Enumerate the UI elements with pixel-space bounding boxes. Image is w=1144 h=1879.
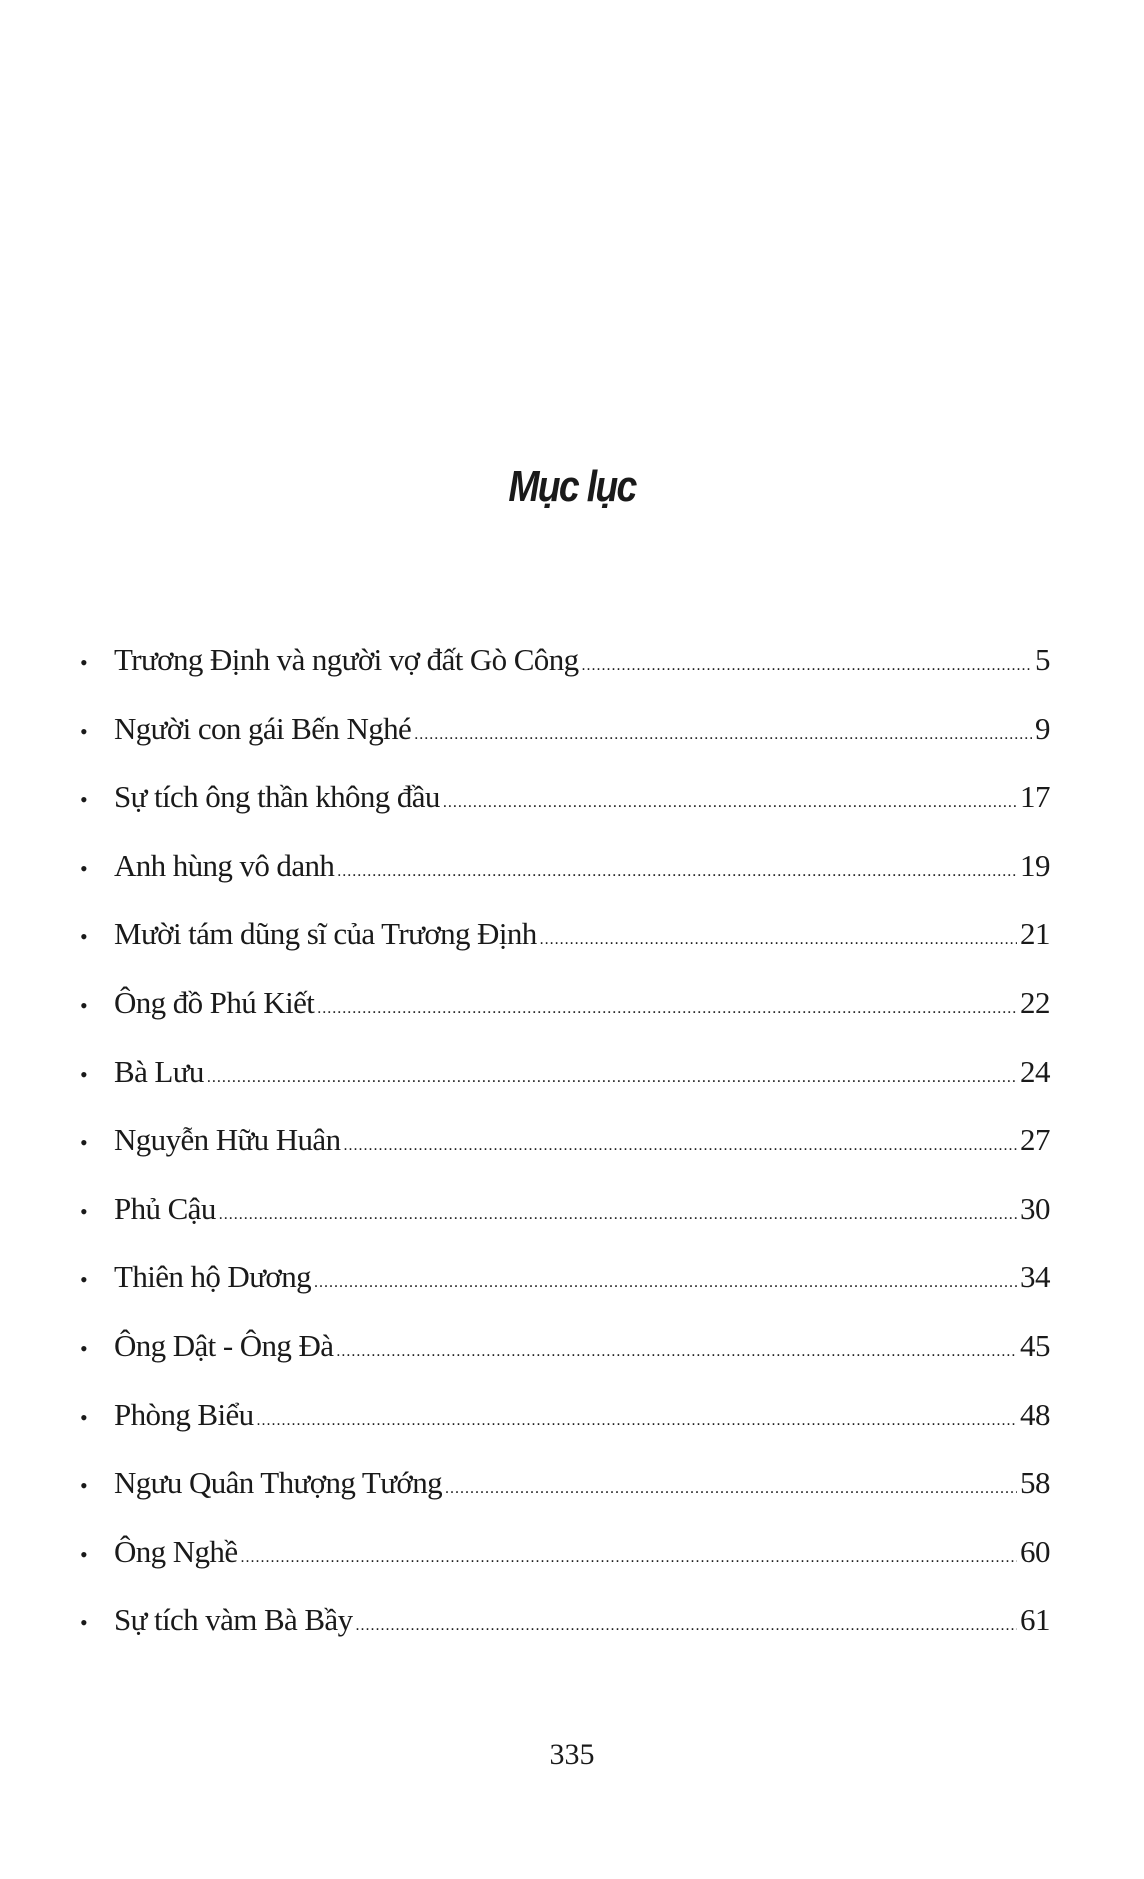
toc-entry-title: Phòng Biểu xyxy=(114,1396,254,1432)
bullet-icon: • xyxy=(80,718,88,744)
toc-entry-title: Bà Lưu xyxy=(114,1053,204,1089)
toc-entry[interactable] xyxy=(80,985,1050,1054)
toc-entry[interactable] xyxy=(80,711,1050,780)
toc-entry[interactable] xyxy=(80,916,1050,985)
bullet-icon: • xyxy=(80,1335,88,1361)
toc-entry-title: Người con gái Bến Nghé xyxy=(114,710,412,746)
toc-entry-page: 58 xyxy=(1020,1465,1050,1501)
dot-leader xyxy=(582,657,1032,675)
bullet-icon: • xyxy=(80,855,88,881)
toc-entry-title: Sự tích ông thần không đầu xyxy=(114,779,440,815)
toc-entry-page: 22 xyxy=(1020,984,1050,1020)
dot-leader xyxy=(314,1274,1017,1292)
toc-entry[interactable] xyxy=(80,848,1050,917)
toc-entry-title: Ngưu Quân Thượng Tướng xyxy=(114,1465,443,1501)
toc-entry-page: 27 xyxy=(1020,1122,1050,1158)
toc-entry-title: Anh hùng vô danh xyxy=(114,847,335,883)
dot-leader xyxy=(207,1069,1017,1087)
dot-leader xyxy=(240,1549,1017,1567)
toc-entry-page: 61 xyxy=(1020,1602,1050,1638)
bullet-icon: • xyxy=(80,650,88,675)
toc-entry-page: 17 xyxy=(1020,779,1050,815)
dot-leader xyxy=(336,1343,1017,1361)
bullet-icon: • xyxy=(80,1541,88,1567)
toc-entry-page: 60 xyxy=(1020,1533,1050,1569)
toc-entry-page: 34 xyxy=(1020,1259,1050,1295)
bullet-icon: • xyxy=(80,1404,88,1430)
toc-entry-title: Phủ Cậu xyxy=(114,1190,216,1226)
toc-entry-title: Sự tích vàm Bà Bầy xyxy=(114,1602,353,1638)
bullet-icon: • xyxy=(80,1130,88,1156)
toc-entry-title: Ông Dật - Ông Đà xyxy=(114,1327,334,1363)
toc-entry[interactable] xyxy=(80,642,1050,711)
dot-leader xyxy=(337,863,1017,881)
toc-entry-page: 45 xyxy=(1020,1327,1050,1363)
dot-leader xyxy=(540,931,1017,949)
toc-entry[interactable] xyxy=(80,1191,1050,1260)
bullet-icon: • xyxy=(80,992,88,1018)
toc-entry-title: Ông đồ Phú Kiết xyxy=(114,984,315,1020)
toc-entry-title: Trương Định và người vợ đất Gò Công xyxy=(114,642,579,677)
toc-entry[interactable] xyxy=(80,1534,1050,1603)
toc-entry[interactable] xyxy=(80,1602,1050,1671)
toc-entry[interactable] xyxy=(80,1259,1050,1328)
toc-entry-title: Nguyễn Hữu Huân xyxy=(114,1122,341,1158)
toc-entry-page: 5 xyxy=(1035,642,1050,677)
toc-entry[interactable] xyxy=(80,1054,1050,1123)
toc-entry-page: 9 xyxy=(1035,710,1050,746)
toc-entry-page: 21 xyxy=(1020,916,1050,952)
toc-entry[interactable] xyxy=(80,1328,1050,1397)
toc-entry[interactable] xyxy=(80,779,1050,848)
bullet-icon: • xyxy=(80,1473,88,1499)
toc-entry[interactable] xyxy=(80,1122,1050,1191)
toc-entry-title: Ông Nghề xyxy=(114,1533,238,1569)
bullet-icon: • xyxy=(80,1061,88,1087)
page-title: Mục lục xyxy=(508,462,636,511)
toc-entry-page: 19 xyxy=(1020,847,1050,883)
dot-leader xyxy=(257,1412,1017,1430)
toc-entry-page: 24 xyxy=(1020,1053,1050,1089)
dot-leader xyxy=(219,1206,1017,1224)
page-number: 335 xyxy=(549,1738,595,1771)
toc-entry[interactable] xyxy=(80,1397,1050,1466)
toc-entry-page: 30 xyxy=(1020,1190,1050,1226)
dot-leader xyxy=(355,1617,1017,1635)
dot-leader xyxy=(317,1000,1017,1018)
bullet-icon: • xyxy=(80,1267,88,1293)
dot-leader xyxy=(445,1480,1017,1498)
bullet-icon: • xyxy=(80,1198,88,1224)
toc-entry-page: 48 xyxy=(1020,1396,1050,1432)
dot-leader xyxy=(414,726,1032,744)
bullet-icon: • xyxy=(80,787,88,813)
table-of-contents xyxy=(80,642,1050,1671)
toc-entry-title: Mười tám dũng sĩ của Trương Định xyxy=(114,916,537,952)
dot-leader xyxy=(343,1137,1017,1155)
bullet-icon: • xyxy=(80,1610,88,1636)
dot-leader xyxy=(443,794,1017,812)
toc-entry-title: Thiên hộ Dương xyxy=(114,1259,311,1295)
bullet-icon: • xyxy=(80,924,88,950)
toc-entry[interactable] xyxy=(80,1465,1050,1534)
